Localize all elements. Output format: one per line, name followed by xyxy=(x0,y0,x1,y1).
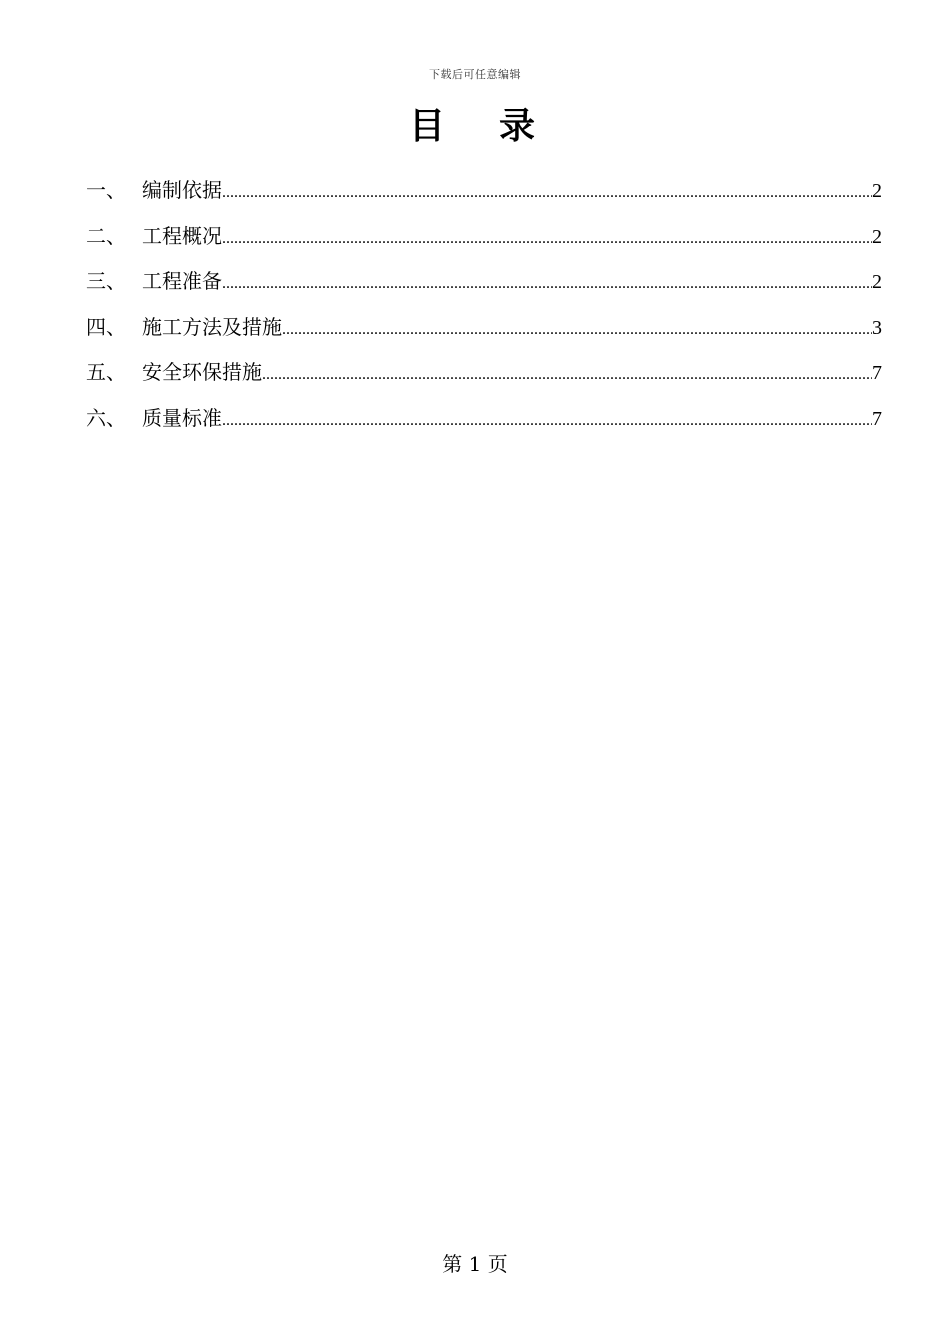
toc-entry[interactable] xyxy=(86,309,882,355)
toc-entry[interactable] xyxy=(86,172,882,218)
toc-text: 施工方法及措施 xyxy=(142,314,282,339)
toc-page-number: 3 xyxy=(872,316,882,339)
toc-dot-leader xyxy=(222,266,872,302)
toc-dot-leader xyxy=(282,312,872,348)
toc-entry[interactable] xyxy=(86,218,882,264)
toc-page-number: 2 xyxy=(872,271,882,294)
toc-entry[interactable] xyxy=(86,400,882,446)
toc-text: 质量标准 xyxy=(142,405,222,430)
toc-number: 二、 xyxy=(86,223,126,248)
toc-text: 编制依据 xyxy=(142,178,222,202)
header-note: 下载后可任意编辑 xyxy=(429,68,521,81)
toc-page-number: 7 xyxy=(872,362,882,385)
toc-dot-leader xyxy=(262,357,872,393)
toc-entry[interactable] xyxy=(86,263,882,309)
page-title xyxy=(0,98,950,149)
title-char-1: 目 xyxy=(408,105,451,147)
toc-number: 三、 xyxy=(86,269,126,294)
table-of-contents xyxy=(86,172,882,446)
toc-number: 一、 xyxy=(86,178,126,202)
toc-entry[interactable] xyxy=(86,354,882,400)
toc-text: 安全环保措施 xyxy=(142,360,262,385)
toc-number: 六、 xyxy=(86,405,126,430)
toc-dot-leader xyxy=(222,175,872,211)
toc-dot-leader xyxy=(222,221,872,257)
title-char-2: 录 xyxy=(499,105,542,147)
toc-text: 工程准备 xyxy=(142,269,222,294)
toc-page-number: 2 xyxy=(872,180,882,202)
toc-number: 五、 xyxy=(86,360,126,385)
toc-page-number: 2 xyxy=(872,225,882,248)
toc-dot-leader xyxy=(222,403,872,439)
page-footer: 第 1 页 xyxy=(442,1252,508,1276)
toc-number: 四、 xyxy=(86,314,126,339)
toc-text: 工程概况 xyxy=(142,223,222,248)
toc-page-number: 7 xyxy=(872,407,882,430)
